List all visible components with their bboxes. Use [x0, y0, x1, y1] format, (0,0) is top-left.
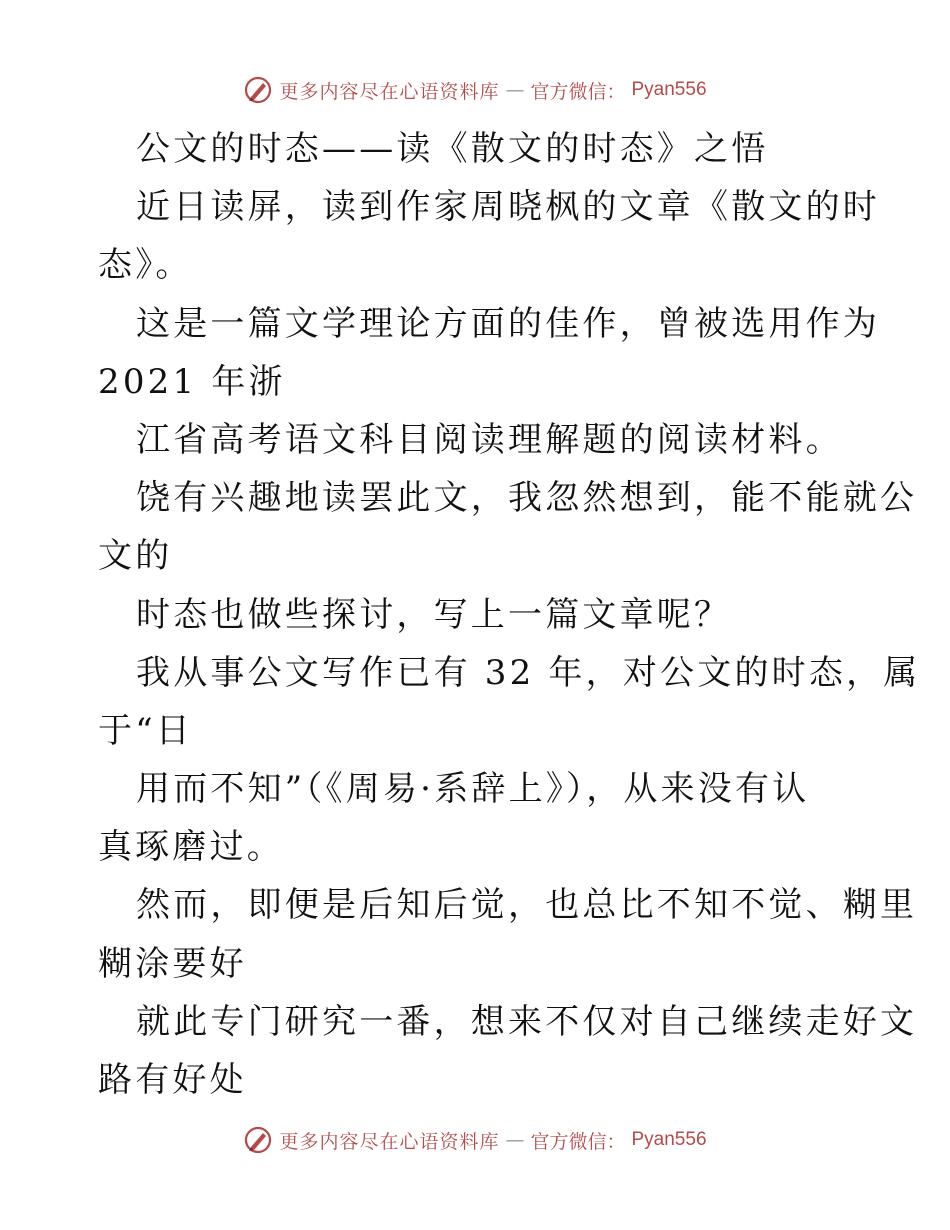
footer-watermark	[0, 1120, 950, 1160]
watermark-separator: —	[505, 79, 525, 101]
watermark-text: 更多内容尽在心语资料库	[279, 80, 500, 103]
text-line: 于“日	[98, 710, 193, 751]
pen-logo-icon	[243, 1125, 273, 1155]
text-line: 饶有兴趣地读罢此文，我忽然想到，能不能就公	[136, 478, 918, 519]
text-line: 公文的时态——读《散文的时态》之悟	[136, 129, 769, 169]
text-line: 文的	[98, 536, 173, 577]
header-watermark	[0, 70, 950, 110]
text-line: 时态也做些探讨，写上一篇文章呢？	[136, 594, 732, 635]
watermark-wechat-id: Pyan556	[631, 1129, 707, 1150]
text-line: 这是一篇文学理论方面的佳作，曾被选用作为	[136, 303, 880, 344]
watermark-wechat-label: 官方微信：	[530, 80, 626, 103]
text-line: 用而不知”（《周易·系辞上》），从来没有认	[136, 769, 810, 810]
document-body	[98, 120, 921, 1109]
text-line: 近日读屏，读到作家周晓枫的文章《散文的时	[136, 187, 880, 228]
text-line: 就此专门研究一番，想来不仅对自己继续走好文	[136, 1001, 918, 1042]
text-line: 然而，即便是后知后觉，也总比不知不觉、糊里	[136, 885, 918, 926]
text-line: 我从事公文写作已有 32 年，对公文的时态，属	[136, 652, 921, 693]
watermark-separator: —	[505, 1129, 525, 1151]
text-line: 江省高考语文科目阅读理解题的阅读材料。	[136, 419, 843, 460]
watermark-wechat-id: Pyan556	[631, 79, 707, 100]
text-line: 路有好处	[98, 1060, 247, 1100]
text-line: 糊涂要好	[98, 943, 247, 984]
text-line: 真琢磨过。	[98, 827, 284, 868]
watermark-wechat-label: 官方微信：	[530, 1130, 626, 1153]
watermark-text: 更多内容尽在心语资料库	[279, 1130, 500, 1153]
pen-logo-icon	[243, 75, 273, 105]
text-line: 2021 年浙	[98, 361, 286, 402]
text-line: 态》。	[98, 245, 193, 286]
